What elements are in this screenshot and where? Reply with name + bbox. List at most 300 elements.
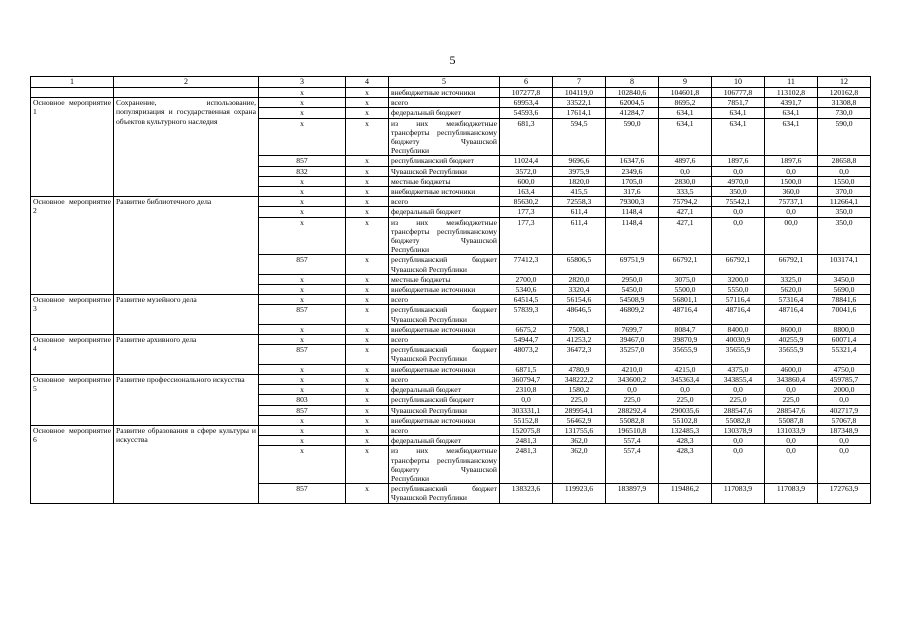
value-cell: 557,4 [606,446,659,484]
code-cell: x [346,295,389,305]
value-cell: 177,3 [500,207,553,217]
code-cell: x [346,415,389,425]
value-cell: 0,0 [818,395,871,405]
value-cell: 55087,8 [765,415,818,425]
value-cell: 3975,9 [553,166,606,176]
value-cell: 8084,7 [659,324,712,334]
grbs-code-cell: x [259,415,346,425]
value-cell: 54593,6 [500,108,553,118]
funding-source-cell: республиканский бюджет [389,395,500,405]
value-cell: 350,0 [818,217,871,255]
code-cell: x [346,374,389,384]
value-cell: 119923,6 [553,484,606,503]
value-cell: 4600,0 [765,364,818,374]
value-cell: 55102,8 [659,415,712,425]
value-cell: 0,0 [765,207,818,217]
value-cell: 1820,0 [553,176,606,186]
value-cell: 57116,4 [712,295,765,305]
grbs-code-cell: x [259,118,346,156]
value-cell: 35655,9 [765,345,818,364]
grbs-code-cell: x [259,436,346,446]
value-cell: 730,0 [818,108,871,118]
value-cell: 72558,3 [553,197,606,207]
value-cell: 0,0 [765,166,818,176]
funding-source-cell: федеральный бюджет [389,385,500,395]
value-cell: 5620,0 [765,285,818,295]
value-cell: 2950,0 [606,274,659,284]
code-cell: x [346,364,389,374]
funding-source-cell: всего [389,335,500,345]
column-header: 11 [765,77,818,88]
value-cell: 130378,9 [712,425,765,435]
value-cell: 79300,3 [606,197,659,207]
value-cell: 113102,8 [765,88,818,98]
funding-source-cell: республиканский бюджет [389,156,500,166]
value-cell: 288292,4 [606,405,659,415]
value-cell: 31308,8 [818,98,871,108]
value-cell: 69751,9 [606,255,659,274]
value-cell: 2481,3 [500,436,553,446]
value-cell: 1148,4 [606,207,659,217]
grbs-code-cell: 803 [259,395,346,405]
value-cell: 48646,5 [553,305,606,324]
value-cell: 5450,0 [606,285,659,295]
value-cell: 40255,9 [765,335,818,345]
value-cell: 225,0 [659,395,712,405]
measure-title-cell: Развитие музейного дела [114,295,259,335]
value-cell: 3320,4 [553,285,606,295]
grbs-code-cell: x [259,187,346,197]
funding-source-cell: республиканский бюджет Чувашской Республики [389,255,500,274]
column-header: 5 [389,77,500,88]
value-cell: 590,0 [818,118,871,156]
grbs-code-cell: x [259,176,346,186]
measure-cell: Основное мероприятие 4 [31,335,114,375]
value-cell: 66792,1 [659,255,712,274]
code-cell: x [346,88,389,98]
value-cell: 0,0 [765,385,818,395]
value-cell: 9696,6 [553,156,606,166]
column-header: 10 [712,77,765,88]
value-cell: 2820,0 [553,274,606,284]
grbs-code-cell: x [259,295,346,305]
value-cell: 56154,6 [553,295,606,305]
value-cell: 66792,1 [765,255,818,274]
grbs-code-cell: 857 [259,305,346,324]
grbs-code-cell: x [259,274,346,284]
funding-source-cell: внебюджетные источники [389,88,500,98]
funding-source-cell: всего [389,197,500,207]
value-cell: 225,0 [712,395,765,405]
grbs-code-cell: x [259,446,346,484]
value-cell: 4897,6 [659,156,712,166]
value-cell: 7508,1 [553,324,606,334]
measure-title-cell: Сохранение, использование, популяризация и государственная охрана объектов культурного наследия [114,98,259,197]
value-cell: 33522,1 [553,98,606,108]
measure-cell [31,88,114,98]
value-cell: 55082,8 [712,415,765,425]
funding-source-cell: всего [389,295,500,305]
column-header: 9 [659,77,712,88]
code-cell: x [346,345,389,364]
funding-source-cell: всего [389,374,500,384]
funding-source-cell: из них межбюджетные трансферты республиканскому бюджету Чувашской Республики [389,446,500,484]
value-cell: 187348,9 [818,425,871,435]
value-cell: 402717,9 [818,405,871,415]
funding-source-cell: внебюджетные источники [389,415,500,425]
column-header: 4 [346,77,389,88]
value-cell: 8695,2 [659,98,712,108]
value-cell: 7699,7 [606,324,659,334]
value-cell: 48073,2 [500,345,553,364]
value-cell: 634,1 [712,118,765,156]
value-cell: 1550,0 [818,176,871,186]
table-row [31,425,871,435]
value-cell: 172763,9 [818,484,871,503]
value-cell: 0,0 [818,436,871,446]
value-cell: 7851,7 [712,98,765,108]
value-cell: 41284,7 [606,108,659,118]
value-cell: 3200,0 [712,274,765,284]
funding-source-cell: республиканский бюджет Чувашской Республики [389,305,500,324]
value-cell: 590,0 [606,118,659,156]
value-cell: 343860,4 [765,374,818,384]
value-cell: 360794,7 [500,374,553,384]
value-cell: 4210,0 [606,364,659,374]
funding-source-cell: местные бюджеты [389,274,500,284]
value-cell: 0,0 [712,217,765,255]
grbs-code-cell: x [259,197,346,207]
value-cell: 594,5 [553,118,606,156]
grbs-code-cell: x [259,324,346,334]
value-cell: 2830,0 [659,176,712,186]
value-cell: 0,0 [712,446,765,484]
code-cell: x [346,285,389,295]
value-cell: 75542,1 [712,197,765,207]
value-cell: 48716,4 [659,305,712,324]
value-cell: 131033,9 [765,425,818,435]
table-row [31,197,871,207]
value-cell: 600,0 [500,176,553,186]
grbs-code-cell: 857 [259,156,346,166]
value-cell: 1897,6 [712,156,765,166]
code-cell: x [346,197,389,207]
value-cell: 611,4 [553,207,606,217]
value-cell: 288547,6 [765,405,818,415]
value-cell: 0,0 [818,446,871,484]
value-cell: 28658,8 [818,156,871,166]
measure-title-cell: Развитие архивного дела [114,335,259,375]
grbs-code-cell: 857 [259,484,346,503]
value-cell: 289954,1 [553,405,606,415]
grbs-code-cell: x [259,335,346,345]
value-cell: 35257,0 [606,345,659,364]
measure-cell: Основное мероприятие 2 [31,197,114,295]
value-cell: 17614,1 [553,108,606,118]
code-cell: x [346,108,389,118]
code-cell: x [346,156,389,166]
value-cell: 634,1 [765,118,818,156]
funding-source-cell: федеральный бюджет [389,436,500,446]
header-row [31,77,871,88]
value-cell: 557,4 [606,436,659,446]
value-cell: 40030,9 [712,335,765,345]
column-header: 3 [259,77,346,88]
code-cell: x [346,176,389,186]
value-cell: 69953,4 [500,98,553,108]
code-cell: x [346,484,389,503]
value-cell: 56801,1 [659,295,712,305]
value-cell: 0,0 [818,166,871,176]
value-cell: 104601,8 [659,88,712,98]
value-cell: 1897,6 [765,156,818,166]
funding-source-cell: республиканский бюджет Чувашской Республики [389,484,500,503]
value-cell: 48716,4 [712,305,765,324]
value-cell: 0,0 [712,385,765,395]
value-cell: 11024,4 [500,156,553,166]
grbs-code-cell: x [259,374,346,384]
value-cell: 0,0 [712,166,765,176]
value-cell: 119486,2 [659,484,712,503]
value-cell: 163,4 [500,187,553,197]
value-cell: 303331,1 [500,405,553,415]
value-cell: 60071,4 [818,335,871,345]
value-cell: 62004,5 [606,98,659,108]
value-cell: 77412,3 [500,255,553,274]
value-cell: 66792,1 [712,255,765,274]
value-cell: 427,1 [659,207,712,217]
funding-source-cell: республиканский бюджет Чувашской Республики [389,345,500,364]
grbs-code-cell: x [259,98,346,108]
value-cell: 0,0 [712,207,765,217]
measure-title-cell: Развитие образования в сфере культуры и искусства [114,425,259,503]
value-cell: 138323,6 [500,484,553,503]
code-cell: x [346,207,389,217]
value-cell: 427,1 [659,217,712,255]
value-cell: 348222,2 [553,374,606,384]
value-cell: 317,6 [606,187,659,197]
value-cell: 57316,4 [765,295,818,305]
value-cell: 370,0 [818,187,871,197]
value-cell: 634,1 [765,108,818,118]
grbs-code-cell: x [259,88,346,98]
value-cell: 634,1 [659,108,712,118]
table-row [31,295,871,305]
value-cell: 3325,0 [765,274,818,284]
funding-source-cell: всего [389,425,500,435]
funding-source-cell: местные бюджеты [389,176,500,186]
value-cell: 85630,2 [500,197,553,207]
value-cell: 4750,0 [818,364,871,374]
code-cell: x [346,405,389,415]
code-cell: x [346,217,389,255]
code-cell: x [346,335,389,345]
value-cell: 225,0 [606,395,659,405]
value-cell: 8800,0 [818,324,871,334]
value-cell: 350,0 [712,187,765,197]
value-cell: 1500,0 [765,176,818,186]
value-cell: 4970,0 [712,176,765,186]
value-cell: 362,0 [553,436,606,446]
value-cell: 0,0 [712,436,765,446]
value-cell: 6675,2 [500,324,553,334]
value-cell: 4215,0 [659,364,712,374]
value-cell: 3450,0 [818,274,871,284]
grbs-code-cell: 832 [259,166,346,176]
value-cell: 78841,6 [818,295,871,305]
value-cell: 5500,0 [659,285,712,295]
value-cell: 5340,6 [500,285,553,295]
value-cell: 46809,2 [606,305,659,324]
table-row [31,88,871,98]
value-cell: 117083,9 [765,484,818,503]
value-cell: 4391,7 [765,98,818,108]
value-cell: 4780,9 [553,364,606,374]
value-cell: 54508,9 [606,295,659,305]
value-cell: 55152,8 [500,415,553,425]
value-cell: 107277,8 [500,88,553,98]
page-number: 5 [449,53,456,67]
table-row [31,98,871,108]
code-cell: x [346,118,389,156]
grbs-code-cell: x [259,385,346,395]
value-cell: 65806,5 [553,255,606,274]
column-header: 12 [818,77,871,88]
value-cell: 343855,4 [712,374,765,384]
value-cell: 290035,6 [659,405,712,415]
value-cell: 103174,1 [818,255,871,274]
measure-cell: Основное мероприятие 6 [31,425,114,503]
value-cell: 55321,4 [818,345,871,364]
value-cell: 8400,0 [712,324,765,334]
value-cell: 41253,2 [553,335,606,345]
grbs-code-cell: 857 [259,405,346,415]
column-header: 6 [500,77,553,88]
measure-cell: Основное мероприятие 1 [31,98,114,197]
value-cell: 57839,3 [500,305,553,324]
value-cell: 35655,9 [659,345,712,364]
value-cell: 0,0 [606,385,659,395]
value-cell: 360,0 [765,187,818,197]
value-cell: 75737,1 [765,197,818,207]
value-cell: 196510,8 [606,425,659,435]
column-header: 1 [31,77,114,88]
value-cell: 681,3 [500,118,553,156]
column-header: 7 [553,77,606,88]
value-cell: 3075,0 [659,274,712,284]
budget-table [30,76,871,504]
funding-source-cell: федеральный бюджет [389,207,500,217]
value-cell: 0,0 [659,166,712,176]
funding-source-cell: внебюджетные источники [389,187,500,197]
funding-source-cell: внебюджетные источники [389,324,500,334]
funding-source-cell: Чувашской Республики [389,166,500,176]
value-cell: 3572,0 [500,166,553,176]
code-cell: x [346,324,389,334]
measure-cell: Основное мероприятие 5 [31,374,114,425]
value-cell: 36472,3 [553,345,606,364]
value-cell: 16347,6 [606,156,659,166]
value-cell: 5690,0 [818,285,871,295]
value-cell: 0,0 [765,436,818,446]
value-cell: 2000,0 [818,385,871,395]
value-cell: 56462,9 [553,415,606,425]
value-cell: 8600,0 [765,324,818,334]
value-cell: 104119,0 [553,88,606,98]
value-cell: 54944,7 [500,335,553,345]
code-cell: x [346,305,389,324]
code-cell: x [346,187,389,197]
value-cell: 106777,8 [712,88,765,98]
table-row [31,335,871,345]
funding-source-cell: внебюджетные источники [389,285,500,295]
value-cell: 2700,0 [500,274,553,284]
measure-cell: Основное мероприятие 3 [31,295,114,335]
grbs-code-cell: x [259,425,346,435]
value-cell: 102840,6 [606,88,659,98]
value-cell: 2310,8 [500,385,553,395]
value-cell: 39467,0 [606,335,659,345]
value-cell: 132485,3 [659,425,712,435]
code-cell: x [346,255,389,274]
measure-title-cell [114,88,259,98]
value-cell: 225,0 [553,395,606,405]
value-cell: 57067,8 [818,415,871,425]
value-cell: 345363,4 [659,374,712,384]
value-cell: 1148,4 [606,217,659,255]
value-cell: 4375,0 [712,364,765,374]
code-cell: x [346,425,389,435]
value-cell: 459785,7 [818,374,871,384]
funding-source-cell: федеральный бюджет [389,108,500,118]
value-cell: 6871,5 [500,364,553,374]
value-cell: 611,4 [553,217,606,255]
value-cell: 131755,6 [553,425,606,435]
value-cell: 343600,2 [606,374,659,384]
code-cell: x [346,274,389,284]
funding-source-cell: всего [389,98,500,108]
grbs-code-cell: 857 [259,255,346,274]
value-cell: 634,1 [712,108,765,118]
funding-source-cell: из них межбюджетные трансферты республиканскому бюджету Чувашской Республики [389,118,500,156]
value-cell: 2481,3 [500,446,553,484]
code-cell: x [346,98,389,108]
value-cell: 362,0 [553,446,606,484]
value-cell: 39870,9 [659,335,712,345]
code-cell: x [346,385,389,395]
value-cell: 75794,2 [659,197,712,207]
grbs-code-cell: x [259,364,346,374]
value-cell: 5550,0 [712,285,765,295]
value-cell: 0,0 [659,385,712,395]
value-cell: 00,0 [765,217,818,255]
funding-source-cell: Чувашской Республики [389,405,500,415]
value-cell: 70041,6 [818,305,871,324]
funding-source-cell: из них межбюджетные трансферты республиканскому бюджету Чувашской Республики [389,217,500,255]
value-cell: 225,0 [765,395,818,405]
value-cell: 0,0 [500,395,553,405]
value-cell: 288547,6 [712,405,765,415]
value-cell: 415,5 [553,187,606,197]
grbs-code-cell: x [259,217,346,255]
value-cell: 64514,5 [500,295,553,305]
grbs-code-cell: x [259,285,346,295]
code-cell: x [346,395,389,405]
column-header: 2 [114,77,259,88]
value-cell: 1705,0 [606,176,659,186]
value-cell: 634,1 [659,118,712,156]
grbs-code-cell: x [259,207,346,217]
